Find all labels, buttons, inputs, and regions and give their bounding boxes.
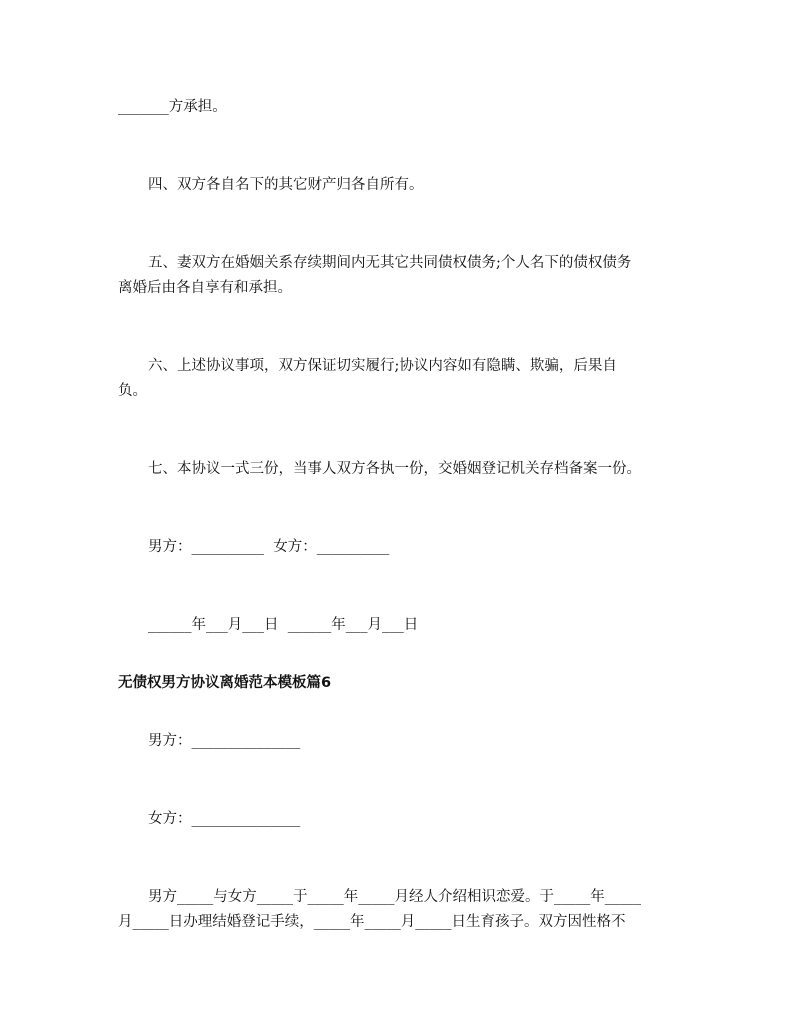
text-line: 负。 xyxy=(118,383,147,399)
date-line: ______年___月___日 ______年___月___日 xyxy=(148,617,419,633)
text-line: 四、双方各自名下的其它财产归各自所有。 xyxy=(148,177,424,193)
text-line: 男方_____与女方_____于_____年_____月经人介绍相识恋爱。于_____年_____ xyxy=(148,889,641,905)
text-line: 七、本协议一式三份，当事人双方各执一份，交婚姻登记机关存档备案一份。 xyxy=(148,461,641,477)
section-heading: 无债权男方协议离婚范本模板篇6 xyxy=(118,675,332,691)
text-line: 离婚后由各自享有和承担。 xyxy=(118,280,292,296)
female-party-line: 女方：_______________ xyxy=(148,811,301,827)
text-line: 月_____日办理结婚登记手续，_____年_____月_____日生育孩子。双方因性格不 xyxy=(118,914,626,930)
male-party-line: 男方：_______________ xyxy=(148,733,301,749)
signature-line: 男方：__________ 女方：__________ xyxy=(148,539,390,555)
text-line: _______方承担。 xyxy=(118,99,227,115)
text-line: 五、妻双方在婚姻关系存续期间内无其它共同债权债务;个人名下的债权债务 xyxy=(148,255,632,271)
text-line: 六、上述协议事项，双方保证切实履行;协议内容如有隐瞒、欺骗，后果自 xyxy=(148,358,617,374)
